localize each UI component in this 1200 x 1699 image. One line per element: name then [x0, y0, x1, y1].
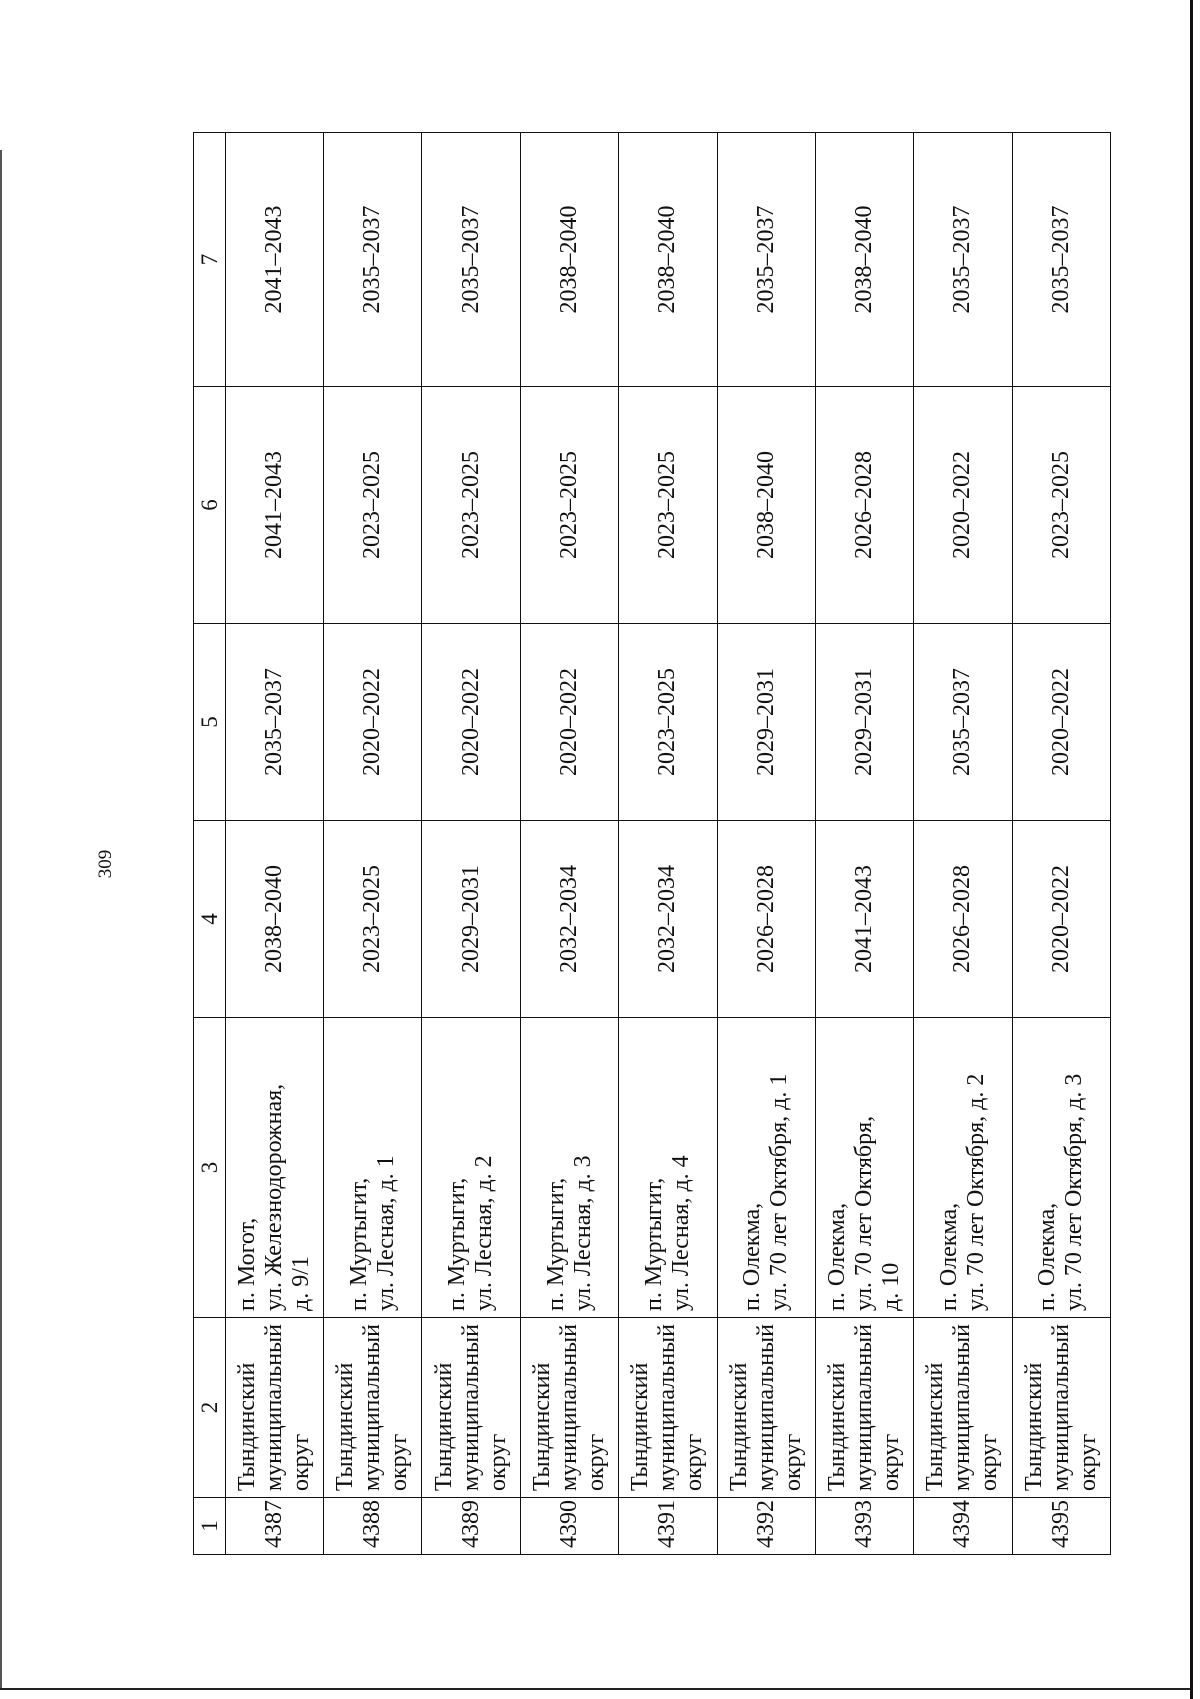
- district-cell: [914, 1318, 1012, 1498]
- period-cell-c6: 2023–2025: [422, 387, 520, 624]
- address-cell: [520, 1018, 618, 1318]
- period-cell-c4: 2032–2034: [619, 821, 717, 1018]
- period-cell-c6: 2023–2025: [520, 387, 618, 624]
- cell-text-line: Тындинский: [233, 1362, 260, 1491]
- cell-text-line: п. Могот,: [233, 1217, 260, 1311]
- scan-edge-left: [0, 150, 2, 1690]
- address-cell: [225, 1018, 323, 1318]
- table-row: [1012, 133, 1110, 1555]
- cell-text-line: ул. Лесная, д. 1: [372, 1155, 399, 1311]
- row-number-cell: 4390: [520, 1498, 618, 1555]
- cell-text-line: муниципальный: [752, 1323, 779, 1491]
- district-cell: [717, 1318, 815, 1498]
- cell-text-line: муниципальный: [851, 1323, 878, 1491]
- row-number-cell: 4395: [1012, 1498, 1110, 1555]
- row-number-cell: 4391: [619, 1498, 717, 1555]
- cell-text-line: ул. 70 лет Октября,: [851, 1115, 878, 1311]
- table-header-row: [194, 133, 226, 1555]
- cell-text-line: Тындинский: [922, 1362, 949, 1491]
- address-cell: [1012, 1018, 1110, 1318]
- period-cell-c6: 2023–2025: [619, 387, 717, 624]
- cell-text-line: округ: [386, 1433, 413, 1491]
- address-cell: [422, 1018, 520, 1318]
- cell-text-line: Тындинский: [824, 1362, 851, 1491]
- period-cell-c5: 2023–2025: [619, 624, 717, 821]
- cell-text-line: ул. Железнодорожная,: [260, 1083, 287, 1311]
- cell-text-line: Тындинский: [430, 1362, 457, 1491]
- row-number-cell: 4392: [717, 1498, 815, 1555]
- cell-text-line: муниципальный: [1047, 1323, 1074, 1491]
- cell-text-line: ул. Лесная, д. 4: [667, 1155, 694, 1311]
- table-row: [422, 133, 520, 1555]
- period-cell-c5: 2035–2037: [225, 624, 323, 821]
- period-cell-c6: 2020–2022: [914, 387, 1012, 624]
- period-cell-c4: 2032–2034: [520, 821, 618, 1018]
- district-cell: [1012, 1318, 1110, 1498]
- table-row: [225, 133, 323, 1555]
- cell-text-line: Тындинский: [529, 1362, 555, 1491]
- table-row: [619, 133, 717, 1555]
- cell-text-line: муниципальный: [654, 1323, 681, 1491]
- rotated-table-container: [193, 133, 1111, 1555]
- period-cell-c7: 2035–2037: [914, 133, 1012, 387]
- cell-text-line: п. Муртыгит,: [345, 1177, 372, 1311]
- district-cell: [324, 1318, 422, 1498]
- period-cell-c5: 2035–2037: [914, 624, 1012, 821]
- period-cell-c7: 2035–2037: [324, 133, 422, 387]
- row-number-cell: 4393: [815, 1498, 913, 1555]
- period-cell-c6: 2023–2025: [324, 387, 422, 624]
- address-cell: [324, 1018, 422, 1318]
- cell-text-line: Тындинский: [725, 1362, 752, 1491]
- cell-text-line: Тындинский: [627, 1362, 654, 1491]
- column-header: 4: [194, 821, 226, 1018]
- table-row: [324, 133, 422, 1555]
- period-cell-c5: 2020–2022: [422, 624, 520, 821]
- housing-schedule-table: [193, 132, 1111, 1555]
- address-cell: [815, 1018, 913, 1318]
- table-row: [914, 133, 1012, 1555]
- cell-text-line: округ: [681, 1433, 708, 1491]
- period-cell-c5: 2029–2031: [815, 624, 913, 821]
- cell-text-line: округ: [779, 1433, 806, 1491]
- district-cell: [619, 1318, 717, 1498]
- table-row: [815, 133, 913, 1555]
- cell-text-line: округ: [287, 1433, 314, 1491]
- row-number-cell: 4387: [225, 1498, 323, 1555]
- page-number: 309: [95, 849, 116, 879]
- period-cell-c7: 2035–2037: [1012, 133, 1110, 387]
- cell-text-line: п. Олекма,: [739, 1202, 766, 1311]
- address-cell: [914, 1018, 1012, 1318]
- address-cell: [717, 1018, 815, 1318]
- period-cell-c4: 2020–2022: [1012, 821, 1110, 1018]
- cell-text-line: округ: [878, 1433, 905, 1491]
- period-cell-c7: 2035–2037: [717, 133, 815, 387]
- cell-text-line: муниципальный: [949, 1323, 976, 1491]
- cell-text-line: п. Олекма,: [824, 1202, 851, 1311]
- cell-text-line: ул. Лесная, д. 2: [471, 1155, 498, 1311]
- period-cell-c5: 2020–2022: [520, 624, 618, 821]
- period-cell-c6: 2026–2028: [815, 387, 913, 624]
- cell-text-line: муниципальный: [556, 1323, 582, 1491]
- cell-text-line: Тындинский: [332, 1362, 359, 1491]
- table-row: [520, 133, 618, 1555]
- cell-text-line: округ: [1074, 1433, 1101, 1491]
- table-row: [717, 133, 815, 1555]
- period-cell-c7: 2038–2040: [815, 133, 913, 387]
- period-cell-c5: 2020–2022: [324, 624, 422, 821]
- period-cell-c5: 2020–2022: [1012, 624, 1110, 821]
- cell-text-line: округ: [976, 1433, 1003, 1491]
- period-cell-c4: 2041–2043: [815, 821, 913, 1018]
- row-number-cell: 4389: [422, 1498, 520, 1555]
- period-cell-c4: 2023–2025: [324, 821, 422, 1018]
- cell-text-line: п. Муртыгит,: [640, 1177, 667, 1311]
- column-header: 3: [194, 1018, 226, 1318]
- cell-text-line: округ: [484, 1433, 511, 1491]
- cell-text-line: д. 9/1: [287, 1256, 314, 1311]
- cell-text-line: Тындинский: [1020, 1362, 1047, 1491]
- period-cell-c7: 2038–2040: [520, 133, 618, 387]
- cell-text-line: округ: [583, 1433, 609, 1491]
- cell-text-line: ул. Лесная, д. 3: [569, 1155, 596, 1311]
- row-number-cell: 4388: [324, 1498, 422, 1555]
- cell-text-line: п. Муртыгит,: [542, 1177, 569, 1311]
- cell-text-line: п. Олекма,: [1034, 1202, 1061, 1311]
- column-header: 2: [194, 1318, 226, 1498]
- cell-text-line: муниципальный: [260, 1323, 287, 1491]
- cell-text-line: ул. 70 лет Октября, д. 2: [962, 1073, 989, 1311]
- period-cell-c6: 2023–2025: [1012, 387, 1110, 624]
- address-cell: [619, 1018, 717, 1318]
- cell-text-line: п. Олекма,: [935, 1202, 962, 1311]
- period-cell-c7: 2035–2037: [422, 133, 520, 387]
- cell-text-line: п. Муртыгит,: [444, 1177, 471, 1311]
- table-body: [194, 133, 1111, 1555]
- cell-text-line: д. 10: [878, 1262, 905, 1311]
- period-cell-c6: 2041–2043: [225, 387, 323, 624]
- cell-text-line: муниципальный: [359, 1323, 386, 1491]
- period-cell-c6: 2038–2040: [717, 387, 815, 624]
- scan-edge-bottom: [0, 1688, 1190, 1690]
- period-cell-c4: 2029–2031: [422, 821, 520, 1018]
- period-cell-c4: 2026–2028: [914, 821, 1012, 1018]
- district-cell: [520, 1318, 618, 1498]
- period-cell-c5: 2029–2031: [717, 624, 815, 821]
- column-header: 7: [194, 133, 226, 387]
- district-cell: [422, 1318, 520, 1498]
- row-number-cell: 4394: [914, 1498, 1012, 1555]
- period-cell-c7: 2041–2043: [225, 133, 323, 387]
- district-cell: [225, 1318, 323, 1498]
- scan-edge-right: [1190, 0, 1193, 1699]
- district-cell: [815, 1318, 913, 1498]
- period-cell-c4: 2038–2040: [225, 821, 323, 1018]
- cell-text-line: ул. 70 лет Октября, д. 1: [766, 1073, 793, 1311]
- column-header: 6: [194, 387, 226, 624]
- cell-text-line: муниципальный: [457, 1323, 484, 1491]
- cell-text-line: ул. 70 лет Октября, д. 3: [1061, 1073, 1088, 1311]
- period-cell-c4: 2026–2028: [717, 821, 815, 1018]
- column-header: 1: [194, 1498, 226, 1555]
- period-cell-c7: 2038–2040: [619, 133, 717, 387]
- column-header: 5: [194, 624, 226, 821]
